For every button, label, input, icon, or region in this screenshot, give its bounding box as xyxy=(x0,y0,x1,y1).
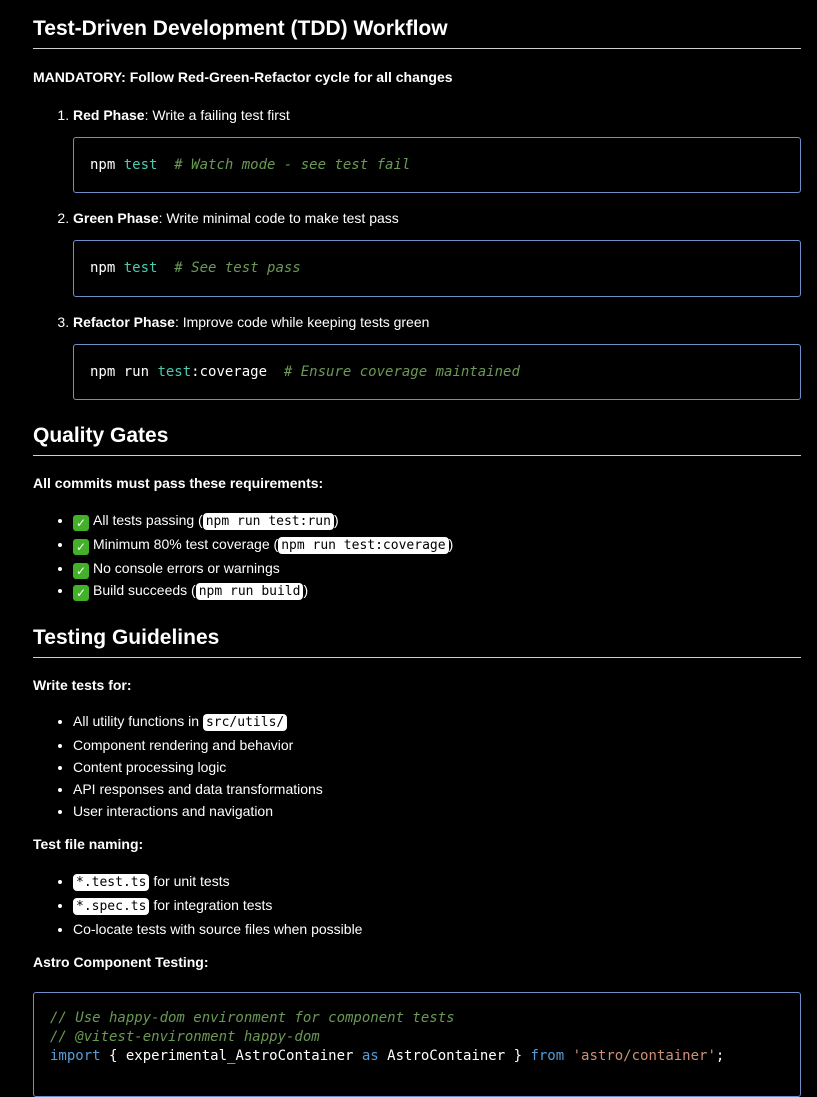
step-desc: : Write a failing test first xyxy=(144,107,290,123)
write-tests-list xyxy=(33,710,801,822)
code-comment: # See test pass xyxy=(174,260,301,276)
quality-item: • ✓ Build succeeds ( npm run build ) xyxy=(73,579,801,603)
code-cmd: npm run xyxy=(90,364,158,380)
inline-code: src/utils/ xyxy=(203,714,287,731)
section-title-testing: Testing Guidelines xyxy=(33,625,801,658)
quality-item: • ✓ Minimum 80% test coverage ( npm run test:coverage ) xyxy=(73,533,801,557)
naming-list xyxy=(33,870,801,940)
code-block-red[interactable] xyxy=(73,137,801,193)
step-desc: : Improve code while keeping tests green xyxy=(174,314,430,330)
step-label: Refactor Phase xyxy=(73,314,175,330)
astro-label: Astro Component Testing: xyxy=(33,954,209,970)
code-block-refactor[interactable] xyxy=(73,344,801,400)
quality-item: • ✓ No console errors or warnings xyxy=(73,557,801,579)
code-block-astro[interactable] xyxy=(33,992,801,1097)
step-label: Green Phase xyxy=(73,210,159,226)
list-item: • User interactions and navigation xyxy=(73,800,801,822)
naming-label: Test file naming: xyxy=(33,836,144,852)
code-sub: test xyxy=(157,364,192,380)
list-item: • *.spec.ts for integration tests xyxy=(73,894,801,918)
check-mark-icon: ✓ xyxy=(73,563,89,579)
code-cmd: npm xyxy=(90,157,124,173)
check-mark-icon: ✓ xyxy=(73,585,89,601)
quality-intro: All commits must pass these requirements: xyxy=(33,475,324,491)
code-line: // Use happy-dom environment for component tests xyxy=(50,1010,455,1026)
code-comment: # Watch mode - see test fail xyxy=(174,157,411,173)
tdd-steps-list xyxy=(33,106,801,400)
inline-code: *.spec.ts xyxy=(73,898,149,915)
list-item: • All utility functions in src/utils/ xyxy=(73,710,801,734)
step-label: Red Phase xyxy=(73,107,145,123)
check-mark-icon: ✓ xyxy=(73,515,89,531)
inline-code: *.test.ts xyxy=(73,874,149,891)
write-tests-label: Write tests for: xyxy=(33,677,132,693)
code-sub: test xyxy=(123,157,158,173)
code-rest: :coverage xyxy=(191,364,268,380)
step-red xyxy=(73,106,801,193)
code-comment: # Ensure coverage maintained xyxy=(283,364,520,380)
inline-code: npm run test:run xyxy=(203,513,334,530)
list-item: • *.test.ts for unit tests xyxy=(73,870,801,894)
list-item: • API responses and data transformations xyxy=(73,778,801,800)
step-desc: : Write minimal code to make test pass xyxy=(158,210,399,226)
step-green xyxy=(73,209,801,297)
code-line: import { experimental_AstroContainer as AstroContainer } from 'astro/container'; xyxy=(50,1048,725,1064)
list-item: • Co-locate tests with source files when possible xyxy=(73,918,801,940)
code-sub: test xyxy=(123,260,158,276)
list-item: • Content processing logic xyxy=(73,756,801,778)
section-title-quality: Quality Gates xyxy=(33,423,801,456)
code-line: // @vitest-environment happy-dom xyxy=(50,1029,320,1045)
page-title: Test-Driven Development (TDD) Workflow xyxy=(33,0,801,49)
list-item: • Component rendering and behavior xyxy=(73,734,801,756)
step-refactor xyxy=(73,313,801,400)
mandatory-note: MANDATORY: Follow Red-Green-Refactor cycle for all changes xyxy=(33,69,453,85)
quality-list xyxy=(33,509,801,603)
check-mark-icon: ✓ xyxy=(73,539,89,555)
inline-code: npm run test:coverage xyxy=(278,537,448,554)
quality-item: • ✓ All tests passing ( npm run test:run ) xyxy=(73,509,801,533)
inline-code: npm run build xyxy=(196,583,304,600)
code-cmd: npm xyxy=(90,260,124,276)
code-block-green[interactable] xyxy=(73,240,801,297)
